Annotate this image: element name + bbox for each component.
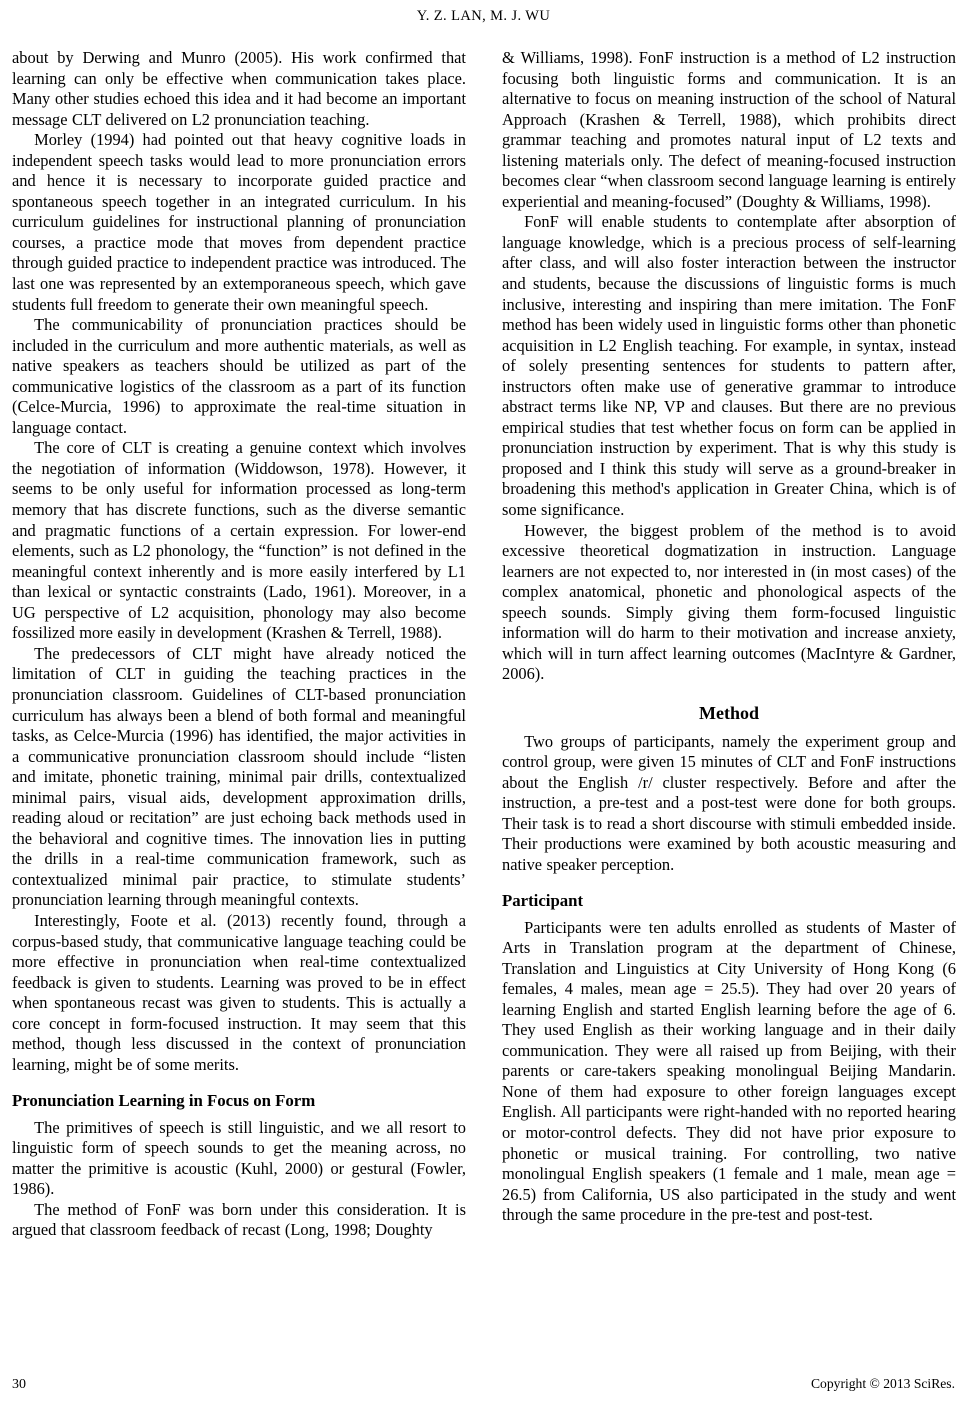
paragraph: The method of FonF was born under this consideration. It is argued that classroom feedback of recast (Long, 1998; Doughty [12,1199,466,1240]
section-heading-participant: Participant [502,891,584,911]
page-number: 30 [12,1377,26,1392]
right-column [502,48,956,1338]
two-column-body [12,48,956,1338]
paragraph: The primitives of speech is still linguistic, and we all resort to linguistic form of speech sounds to get the meaning across, no matter the primitive is acoustic (Kuhl, 2000) or gestural (Fowler, 1986). [12,1117,466,1199]
paragraph: The core of CLT is creating a genuine context which involves the negotiation of information (Widdowson, 1978). However, it seems to be only useful for information processed as long-term memory that has discrete functions, such as the diverse semantic and pragmatic functions of a certain expression. For lower-end elements, such as L2 phonology, the “function” is not defined in the meaningful context inherently and is more easily interfered by L1 than lexical or syntactic constraints (Lado, 1961). Moreover, in a UG perspective of L2 acquisition, phonology may also become fossilized more easily in development (Krashen & Terrell, 1988). [12,438,466,643]
paragraph: The predecessors of CLT might have already noticed the limitation of CLT in guiding the teaching practices in the pronunciation classroom. Guidelines of CLT-based pronunciation curriculum has always been a blend of both formal and meaningful tasks, as Celce-Murcia (1996) has identified, the major activities in a communicative pronunciation classroom should include “listen and imitate, phonetic training, minimal pair drills, contextualized minimal pairs, visual aids, development approximation drills, reading aloud or recitation” are just echoing back methods used in the behavioral and cognitive times. The innovation lies in putting the drills in a real-time communication framework, such as contextualized minimal pair practice, to stimulate students’ pronunciation learning through meaningful contexts. [12,643,466,910]
paragraph: The communicability of pronunciation practices should be included in the curriculum and more authentic materials, as well as native speakers as teachers should be utilized as part of the communicative logistics of the classroom as a part of its function (Celce-Murcia, 1996) to approximate the real-time situation in language contact. [12,315,466,437]
paragraph: FonF will enable students to contemplate after absorption of language knowledge, which is a precious process of self-learning after class, and will also foster interaction between the instructor and students, because the discussions of linguistic forms is much inclusive, interesting and inspiring than mere imitation. The FonF method has been widely used in linguistic forms other than phonetic acquisition in L2 English teaching. For example, in syntax, instead of solely presenting sentences for students to pattern after, instructors often make use of generative grammar to introduce abstract terms like NP, VP and clauses. But there are no previous empirical studies that test whether focus on form can be applied in pronunciation instruction by experiment. That is why this study is proposed and I think this study will serve as a ground-breaker in broadening this method's application in Greater China, which is of some significance. [502,212,956,520]
paragraph: about by Derwing and Munro (2005). His work confirmed that learning can only be effective when communication takes place. Many other studies echoed this idea and it had become an important message CLT delivered on L2 pronunciation teaching. [12,48,466,129]
page-footer [12,1376,955,1393]
paragraph: Morley (1994) had pointed out that heavy cognitive loads in independent speech tasks would lead to more pronunciation errors and hence it is necessary to incorporate guided practice and spontaneous speech together in an integrated curriculum. In his curriculum guidelines for instructional planning of pronunciation courses, a practice mode that moves from dependent practice through guided practice to independent practice was introduced. The last one was represented by an extemporaneous speech, which gave students full freedom to generate their own meaningful speech. [12,130,466,314]
paragraph: Participants were ten adults enrolled as students of Master of Arts in Translation program at the department of Chinese, Translation and Linguistics at City University of Hong Kong (6 females, 4 males, mean age = 25.5). They had over 20 years of learning English and started English learning before the age of 6. They used English as their working language and in their daily communication. They were all raised up from Beijing, with their parents or care-takers speaking monolingual Beijing Mandarin. None of them had exposure to other foreign languages except English. All participants were right-handed with no reported hearing or motor-control defects. They did not have prior exposure to phonetic or musical training. For controlling, two native monolingual English speakers (1 female and 1 male, mean age = 26.5) from California, US also participated in the study and went through the same procedure in the pre-test and post-test. [502,917,956,1225]
left-column [12,48,466,1338]
paragraph: However, the biggest problem of the method is to avoid excessive theoretical dogmatization in instruction. Language learners are not expected to, nor interested in (in most cases) of the complex anatomical, phonetic and phonological aspects of the speech sounds. Simply giving them form-focused linguistic information will do harm to their motivation and increase anxiety, which will in turn affect learning outcomes (MacIntyre & Gardner, 2006). [502,520,956,684]
paragraph: Two groups of participants, namely the experiment group and control group, were given 15 minutes of CLT and FonF instructions about the English /r/ cluster respectively. Before and after the instruction, a pre-test and a post-test were done for both groups. Their task is to read a short discourse with stimuli embedded inside. Their productions were examined by both acoustic measuring and native speaker perception. [502,731,956,874]
section-heading-method: Method [699,702,759,723]
paragraph: Interestingly, Foote et al. (2013) recently found, through a corpus-based study, that communicative language teaching could be more effective in pronunciation when real-time contextualized feedback is given to students. Learning was proved to be in effect when spontaneous recast was given to students. This is actually a core concept in form-focused instruction. It may seem that this method, though less discussed in the context of pronunciation learning, might be of some merits. [12,910,466,1074]
paragraph: & Williams, 1998). FonF instruction is a method of L2 instruction focusing both linguistic forms and communication. It is an alternative to focus on meaning instruction of the school of Natural Approach (Krashen & Terrell, 1988), which prohibits direct grammar teaching and promotes natural input of L2 texts and listening materials only. The defect of meaning-focused instruction becomes clear “when classroom second language learning is entirely experiential and meaning-focused” (Doughty & Williams, 1998). [502,48,956,211]
running-head: Y. Z. LAN, M. J. WU [416,8,551,24]
copyright-notice: Copyright © 2013 SciRes. [810,1376,955,1391]
section-heading-pronunciation-learning-in-focus-on-form: Pronunciation Learning in Focus on Form [12,1091,316,1111]
